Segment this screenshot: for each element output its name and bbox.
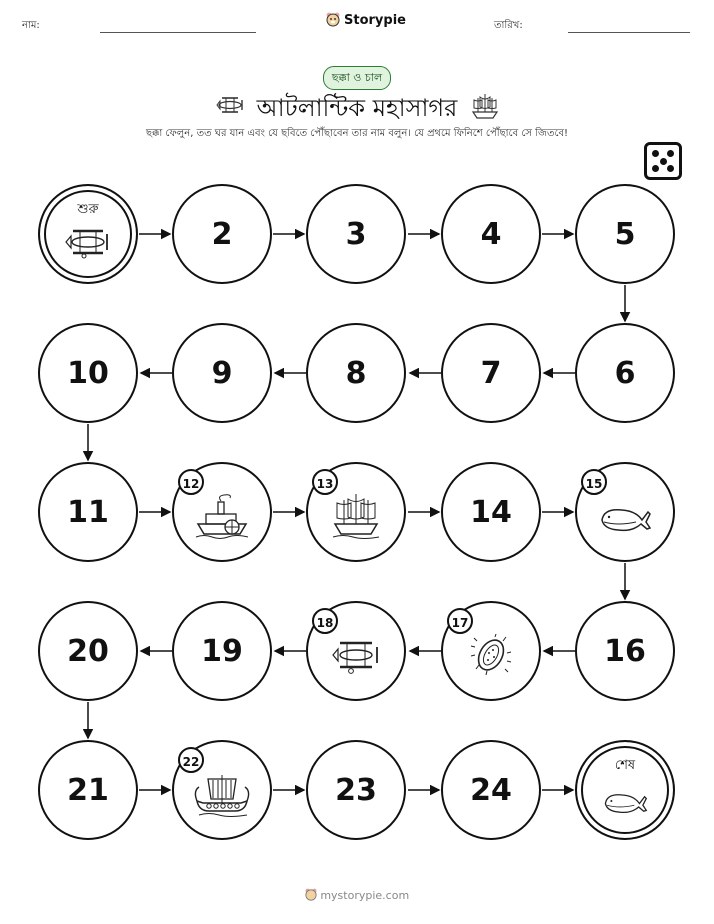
board-cell-finish: [575, 740, 675, 840]
cell-number-badge: 15: [581, 469, 607, 495]
board-cell: 23: [306, 740, 406, 840]
board-cell: 2: [172, 184, 272, 284]
sailing-ship-icon: [331, 490, 381, 540]
board-cell: 14: [441, 462, 541, 562]
date-label: তারিখ:: [494, 20, 523, 31]
page-title: আটলান্টিক মহাসাগর: [256, 94, 458, 122]
board-cell: 3: [306, 184, 406, 284]
viking-ship-icon: [193, 773, 251, 817]
footer: [0, 888, 714, 902]
whale-icon: [598, 500, 652, 534]
plankton-icon: [469, 633, 513, 677]
start-label: শুরু: [77, 202, 99, 217]
board-cell: 9: [172, 323, 272, 423]
cell-number-badge: 17: [447, 608, 473, 634]
board-cell: 21: [38, 740, 138, 840]
game-badge: ছক্কা ও চাল: [323, 66, 391, 90]
board-cell: 4: [441, 184, 541, 284]
board-cell: 16: [575, 601, 675, 701]
board-cell-start: [38, 184, 138, 284]
board-cell: 11: [38, 462, 138, 562]
name-label: নাম:: [22, 20, 40, 31]
board-cell: 6: [575, 323, 675, 423]
cell-number-badge: 22: [178, 747, 204, 773]
board-cell: 19: [172, 601, 272, 701]
cell-number-badge: 13: [312, 469, 338, 495]
board-cell: 24: [441, 740, 541, 840]
board-cell: 10: [38, 323, 138, 423]
instructions: ছক্কা ফেলুন, তত ঘর যান এবং যে ছবিতে পৌঁছাবেন তার নাম বলুন। যে প্রথমে ফিনিশে পৌঁছাবে সে জিতবে!: [145, 128, 569, 139]
cell-number-badge: 18: [312, 608, 338, 634]
brand-name: Storypie: [344, 12, 406, 28]
board-cell: 8: [306, 323, 406, 423]
steamboat-icon: [194, 494, 250, 540]
bear-logo-icon: [305, 888, 317, 902]
whale-icon: [602, 786, 648, 816]
footer-url[interactable]: mystorypie.com: [320, 889, 410, 902]
cell-number-badge: 12: [178, 469, 204, 495]
board-cell: 7: [441, 323, 541, 423]
board-cell: 20: [38, 601, 138, 701]
finish-label: শেষ: [614, 758, 636, 773]
biplane-icon: [63, 225, 113, 259]
board-cell: 5: [575, 184, 675, 284]
biplane-icon: [329, 635, 383, 675]
